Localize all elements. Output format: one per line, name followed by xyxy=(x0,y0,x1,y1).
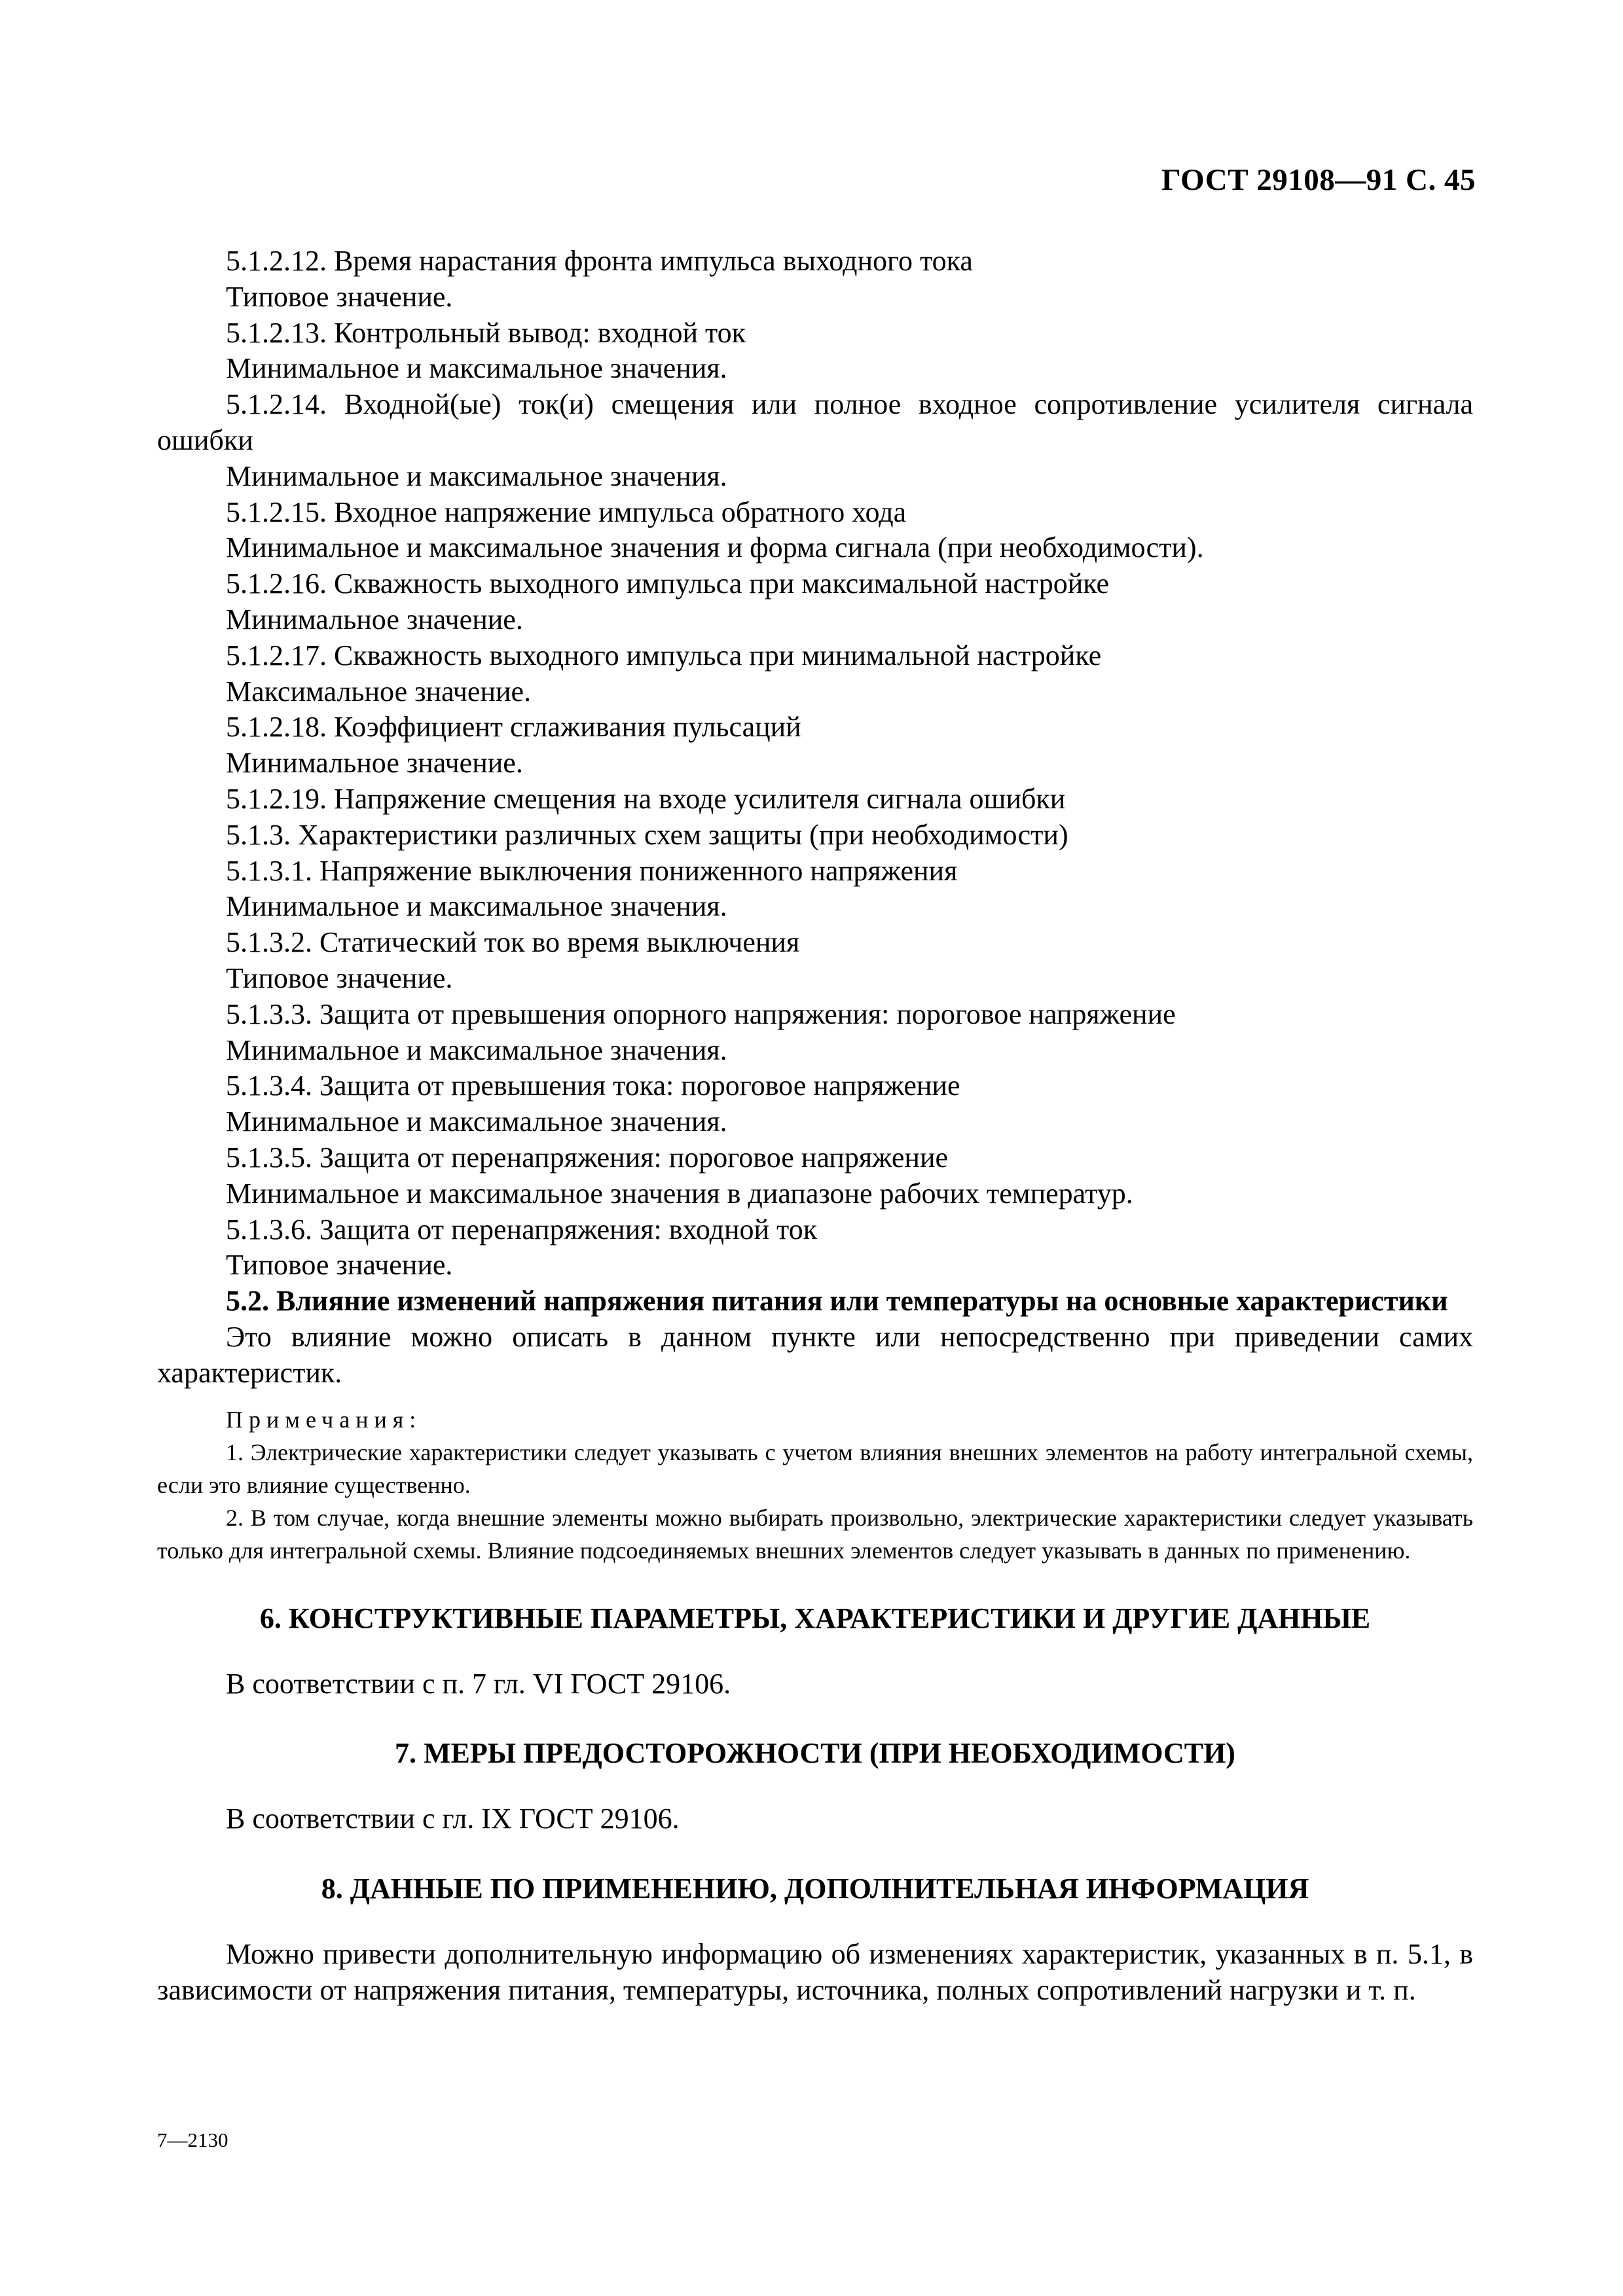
clause-5-1-3-6: 5.1.3.6. Защита от перенапряжения: входной ток xyxy=(226,1213,818,1246)
clause-text: Минимальное значение. xyxy=(226,603,523,636)
clause-text: Минимальное и максимальное значения. xyxy=(226,1033,727,1066)
clause-5-1-3-5: 5.1.3.5. Защита от перенапряжения: пороговое напряжение xyxy=(226,1141,949,1174)
section-8-title: 8. ДАННЫЕ ПО ПРИМЕНЕНИЮ, ДОПОЛНИТЕЛЬНАЯ ИНФОРМАЦИЯ xyxy=(321,1873,1309,1905)
clause-5-1-3-4: 5.1.3.4. Защита от превышения тока: пороговое напряжение xyxy=(226,1069,960,1102)
notes-title: Примечания: xyxy=(226,1406,422,1433)
clause-5-2-heading: 5.2. Влияние изменений напряжения питания или температуры на основные характеристики xyxy=(226,1285,1448,1318)
clause-text: Минимальное и максимальное значения. xyxy=(226,1105,727,1138)
clause-text: Максимальное значение. xyxy=(226,675,532,708)
clause-5-1-2-13: 5.1.2.13. Контрольный вывод: входной ток xyxy=(226,316,746,349)
clause-5-1-3: 5.1.3. Характеристики различных схем защиты (при необходимости) xyxy=(226,818,1068,851)
clause-text: Минимальное и максимальное значения. xyxy=(226,459,727,492)
clause-text: Типовое значение. xyxy=(226,1249,453,1282)
clause-text: Типовое значение. xyxy=(226,961,453,994)
clause-5-1-3-1: 5.1.3.1. Напряжение выключения пониженного напряжения xyxy=(226,854,958,887)
section-7-text: В соответствии с гл. IX ГОСТ 29106. xyxy=(226,1803,680,1835)
clause-text: Минимальное и максимальное значения. xyxy=(226,352,727,385)
section-6-title: 6. КОНСТРУКТИВНЫЕ ПАРАМЕТРЫ, ХАРАКТЕРИСТИКИ И ДРУГИЕ ДАННЫЕ xyxy=(259,1602,1371,1634)
clause-5-1-2-17: 5.1.2.17. Скважность выходного импульса при минимальной настройке xyxy=(226,639,1102,672)
clause-5-1-3-2: 5.1.3.2. Статический ток во время выключения xyxy=(226,926,800,959)
clause-5-1-2-14: 5.1.2.14. Входной(ые) ток(и) смещения или полное входное сопротивление усилителя сигнала ошибки xyxy=(157,388,1473,456)
note-2: 2. В том случае, когда внешние элементы можно выбирать произвольно, электрические характеристики следует указывать только для интегральной схемы. Влияние подсоединяемых внешних элементов следует указывать в данных по применению. xyxy=(157,1504,1473,1564)
clause-5-1-2-12: 5.1.2.12. Время нарастания фронта импульса выходного тока xyxy=(226,245,973,277)
clause-text: Минимальное значение. xyxy=(226,747,523,780)
note-1: 1. Электрические характеристики следует указывать с учетом влияния внешних элементов на работу интегральной схемы, если это влияние существенно. xyxy=(157,1439,1473,1498)
clause-text: Типовое значение. xyxy=(226,280,453,313)
page-body xyxy=(157,243,1473,2009)
footer-code: 7—2130 xyxy=(157,2128,228,2151)
section-8-text: Можно привести дополнительную информацию об изменениях характеристик, указанных в п. 5.1, в зависимости от напряжения питания, температуры, источника, полных сопротивлений нагрузки и т. п. xyxy=(157,1938,1473,2006)
clause-text: Минимальное и максимальное значения. xyxy=(226,890,727,923)
clause-text: Минимальное и максимальное значения в диапазоне рабочих температур. xyxy=(226,1177,1133,1210)
clause-5-1-3-3: 5.1.3.3. Защита от превышения опорного напряжения: пороговое напряжение xyxy=(226,997,1176,1030)
clause-text: Минимальное и максимальное значения и форма сигнала (при необходимости). xyxy=(226,531,1204,564)
clause-5-2-text: Это влияние можно описать в данном пункте или непосредственно при приведении самих характеристик. xyxy=(157,1320,1473,1389)
clause-5-1-2-19: 5.1.2.19. Напряжение смещения на входе усилителя сигнала ошибки xyxy=(226,782,1066,815)
section-6-text: В соответствии с п. 7 гл. VI ГОСТ 29106. xyxy=(226,1667,731,1700)
clause-5-1-2-15: 5.1.2.15. Входное напряжение импульса обратного хода xyxy=(226,495,907,528)
clause-5-1-2-18: 5.1.2.18. Коэффициент сглаживания пульсаций xyxy=(226,711,801,744)
section-7-title: 7. МЕРЫ ПРЕДОСТОРОЖНОСТИ (ПРИ НЕОБХОДИМОСТИ) xyxy=(395,1737,1235,1770)
clause-5-1-2-16: 5.1.2.16. Скважность выходного импульса при максимальной настройке xyxy=(226,567,1110,600)
page-header: ГОСТ 29108—91 С. 45 xyxy=(1161,163,1476,197)
